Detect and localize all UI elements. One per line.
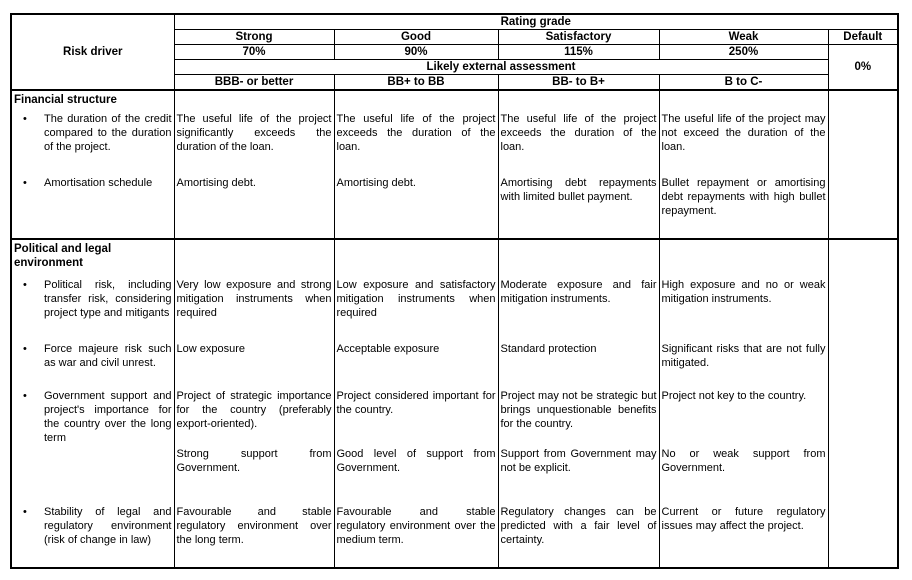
empty-cell [659,90,828,110]
pct-satisfactory: 115% [498,45,659,60]
bullet-marker: • [23,342,27,355]
cell-text: Favourable and stable regulatory environment over the medium term. [336,505,496,546]
cell-text: High exposure and no or weak mitigation instruments. [661,278,826,305]
default-cell [828,174,898,239]
bullet-marker: • [23,389,27,402]
row-amortisation [11,174,898,239]
pct-weak: 250% [659,45,828,60]
cell-regulatory-good [334,503,498,568]
cell-text: Acceptable exposure [336,342,440,355]
cell-text: Significant risks that are not fully mitigated. [661,342,826,369]
pct-default: 0% [828,45,898,91]
cell-government-satisfactory [498,387,659,503]
cell-text: The useful life of the project significantly exceeds the duration of the loan. [176,113,332,154]
cell-text: Good level of support from Government. [336,447,496,474]
grade-header-good: Good [334,30,498,45]
bullet-marker: • [23,177,27,189]
driver-government-support [11,387,174,503]
cell-text: Moderate exposure and fair mitigation instruments. [500,278,657,305]
empty-cell [174,239,334,276]
default-cell [828,110,898,174]
header-row-rating-grade [11,14,898,30]
bullet-marker: • [23,278,27,291]
cell-amortisation-good [334,174,498,239]
driver-regulatory-stability-text: Stability of legal and regulatory environment (risk of change in law) [44,505,172,546]
cell-political-satisfactory [498,276,659,340]
section-title-financial-label: Financial structure [14,94,117,106]
bullet-marker: • [23,113,27,126]
ext-rating-satisfactory: BB- to B+ [498,75,659,91]
cell-text: Support from Government may not be explicit. [500,447,657,474]
cell-force-majeure-strong [174,340,334,387]
rating-grade-table [10,13,899,569]
cell-text: Favourable and stable regulatory environment over the long term. [176,505,332,546]
cell-duration-satisfactory [498,110,659,174]
driver-amortisation-text: Amortisation schedule [44,177,153,189]
row-regulatory-stability [11,503,898,568]
driver-regulatory-stability [11,503,174,568]
driver-duration-text: The duration of the credit compared to the duration of the project. [44,113,172,154]
empty-cell [659,239,828,276]
section-title-political [11,239,174,276]
cell-text: Amortising debt. [176,177,256,189]
grade-header-default: Default [828,30,898,45]
driver-force-majeure-text: Force majeure risk such as war and civil unrest. [44,342,172,369]
cell-text: Project not key to the country. [661,389,807,402]
cell-amortisation-satisfactory [498,174,659,239]
row-duration [11,110,898,174]
section-political-legal [11,239,898,276]
driver-government-support-text: Government support and project's importance for the country over the long term [44,389,172,444]
row-political-risk [11,276,898,340]
cell-text: Regulatory changes can be predicted with a fair level of certainty. [500,505,657,546]
empty-cell [174,90,334,110]
driver-amortisation [11,174,174,239]
driver-duration [11,110,174,174]
pct-strong: 70% [174,45,334,60]
external-assessment-header: Likely external assessment [174,60,828,75]
cell-force-majeure-weak [659,340,828,387]
cell-political-good [334,276,498,340]
cell-text: Amortising debt repayments with limited bullet payment. [500,177,657,203]
default-cell [828,276,898,340]
bullet-marker: • [23,505,27,518]
cell-text: Current or future regulatory issues may affect the project. [661,505,826,532]
cell-text: Low exposure and satisfactory mitigation instruments when required [336,278,496,319]
cell-political-weak [659,276,828,340]
cell-text: The useful life of the project exceeds the duration of the loan. [336,113,496,154]
cell-amortisation-strong [174,174,334,239]
cell-text: Bullet repayment or amortising debt repayments with high bullet repayment. [661,177,826,217]
risk-driver-header: Risk driver [11,14,174,90]
ext-rating-strong: BBB- or better [174,75,334,91]
default-cell [828,239,898,276]
cell-force-majeure-satisfactory [498,340,659,387]
cell-government-good [334,387,498,503]
cell-duration-weak [659,110,828,174]
section-title-financial [11,90,174,110]
cell-text: Project considered important for the country. [336,389,496,416]
driver-political-risk-text: Political risk, including transfer risk, considering project type and mitigants [44,278,172,319]
cell-government-strong [174,387,334,503]
empty-cell [334,90,498,110]
cell-text: Standard protection [500,342,597,355]
default-cell [828,340,898,387]
rating-grade-header: Rating grade [174,14,898,30]
cell-duration-good [334,110,498,174]
grade-header-satisfactory: Satisfactory [498,30,659,45]
cell-force-majeure-good [334,340,498,387]
cell-political-strong [174,276,334,340]
grade-header-strong: Strong [174,30,334,45]
cell-text: Very low exposure and strong mitigation instruments when required [176,278,332,319]
cell-text: Low exposure [176,342,245,355]
empty-cell [498,90,659,110]
cell-government-weak [659,387,828,503]
cell-duration-strong [174,110,334,174]
cell-amortisation-weak [659,174,828,239]
empty-cell [334,239,498,276]
ext-rating-good: BB+ to BB [334,75,498,91]
default-cell [828,387,898,503]
cell-text: Project may not be strategic but brings unquestionable benefits for the country. [500,389,657,430]
section-title-political-label: Political and legal environment [14,243,112,270]
empty-cell [498,239,659,276]
row-force-majeure [11,340,898,387]
cell-text: No or weak support from Government. [661,447,826,474]
pct-good: 90% [334,45,498,60]
row-government-support [11,387,898,503]
section-financial-structure [11,90,898,110]
cell-regulatory-weak [659,503,828,568]
cell-text: Amortising debt. [336,177,416,189]
default-cell [828,90,898,110]
driver-political-risk [11,276,174,340]
default-cell [828,503,898,568]
cell-text: The useful life of the project may not exceed the duration of the loan. [661,113,826,154]
driver-force-majeure [11,340,174,387]
ext-rating-weak: B to C- [659,75,828,91]
cell-text: Project of strategic importance for the country (preferably export-oriented). [176,389,332,430]
cell-text: Strong support from Government. [176,447,332,474]
cell-text: The useful life of the project exceeds the duration of the loan. [500,113,657,154]
cell-regulatory-strong [174,503,334,568]
grade-header-weak: Weak [659,30,828,45]
cell-regulatory-satisfactory [498,503,659,568]
